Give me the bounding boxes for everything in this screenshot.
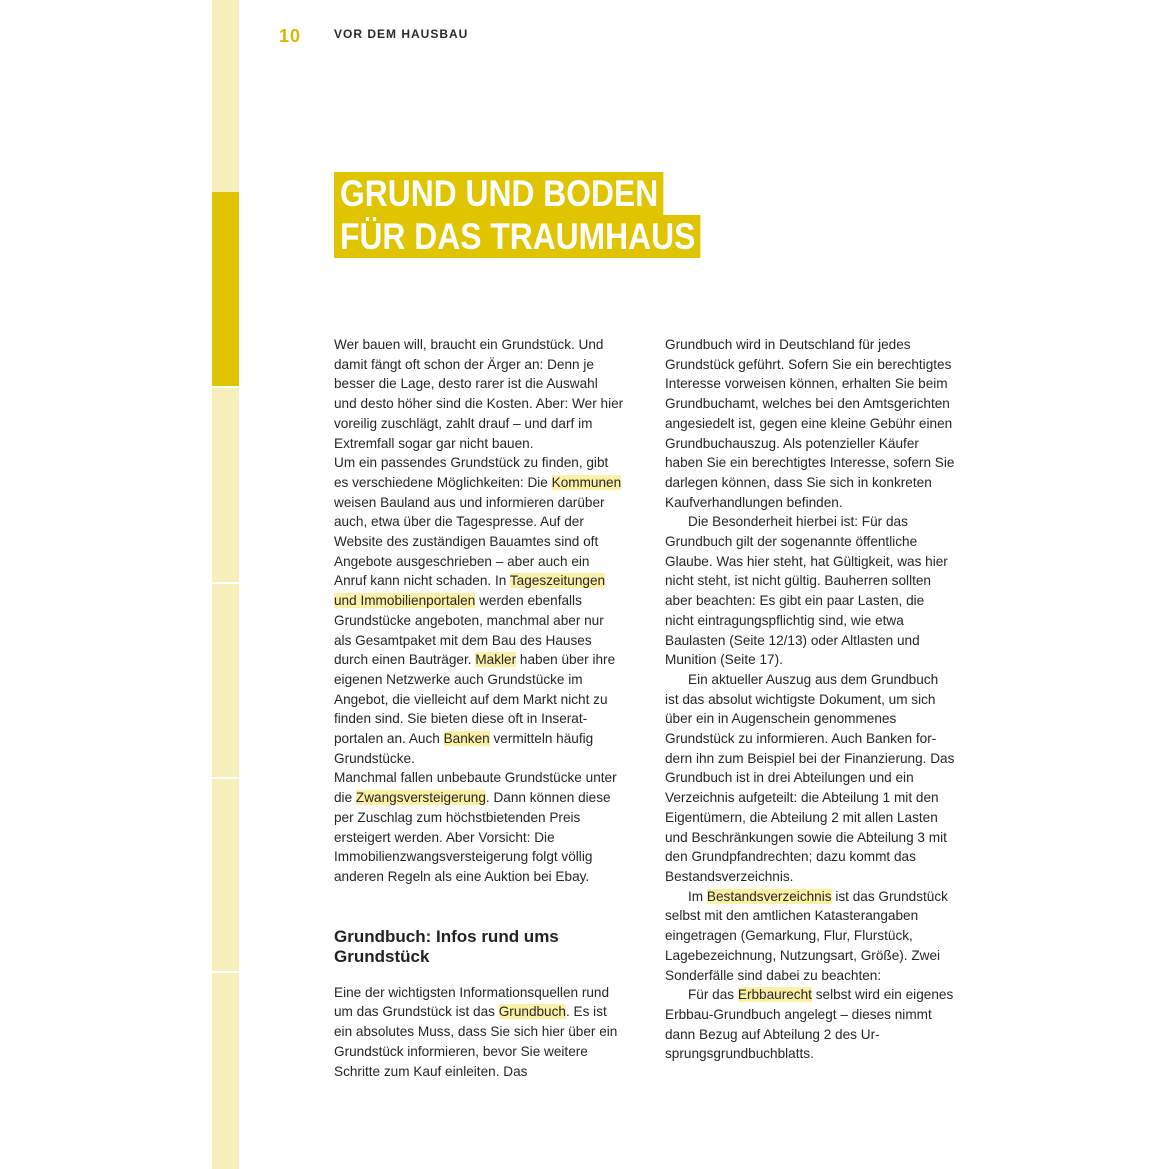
chapter-tab: [212, 388, 239, 582]
text-run: selbst wird ein eigenes Erbbau-Grundbuch angelegt – dieses nimmt dann Bezug auf Abteilung 2 des Ursprungsgrundbuchblatts.: [665, 987, 954, 1062]
paragraph: [334, 453, 624, 768]
chapter-tab: [212, 584, 239, 777]
paragraph: Ein aktueller Auszug aus dem Grundbuch ist das absolut wichtigste Dokument, um sich über ein in Augenschein genommenes Grundstück zu informieren. Auch Banken fordern ihn zum Beispiel bei der Finanzierung. Das Grundbuch ist in drei Abteilungen und ein Verzeichnis aufgeteilt: die Abteilung 1 mit den Eigentümern, die Abteilung 2 mit allen Lasten und Beschränkungen sowie die Abteilung 3 mit den Grundpfandrechten; dazu kommt das Bestandsverzeichnis.: [665, 671, 955, 884]
text-column-left: [334, 335, 624, 1081]
highlighted-term: Zwangsversteigerung: [355, 790, 486, 806]
highlighted-term: Tageszeitungen und Immobilienportalen: [334, 573, 606, 609]
title-line-2: FÜR DAS TRAUMHAUS: [334, 215, 700, 258]
text-run: Im: [688, 888, 707, 904]
section-running-head: VOR DEM HAUSBAU: [334, 27, 469, 41]
paragraph: Wer bauen will, braucht ein Grundstück. Und damit fängt oft schon der Ärger an: Denn je besser die Lage, desto rarer ist die Auswahl und desto höher sind die Kosten. Aber: Wer hier voreilig zuschlägt, zahlt drauf – und darf im Extremfall sogar gar nicht bauen.: [334, 337, 624, 451]
text-run: . Dann können diese per Zuschlag zum höchstbietenden Preis ersteigert werden. Aber Vorsicht: Die Immobilienzwangsversteigerung folgt völlig anderen Regeln als eine Auktion bei Ebay.: [334, 790, 611, 884]
text-run: ist das Grundstück selbst mit den amtlichen Katasterangaben eingetragen (Gemarkung, Flur, Flurstück, Lagebezeichnung, Nutzungsart, Größe). Zwei Sonderfälle sind dabei zu beachten:: [665, 888, 948, 983]
page-title: [334, 172, 760, 258]
highlighted-term: Banken: [443, 731, 490, 747]
text-run: Für das: [688, 987, 738, 1003]
highlighted-term: Erbbaurecht: [737, 987, 812, 1003]
text-run: werden ebenfalls Grundstücke angeboten, manchmal aber nur als Gesamtpaket mit dem Bau des Hauses durch einen Bauträger.: [334, 593, 604, 668]
page-number: 10: [279, 26, 302, 46]
highlighted-term: Makler: [475, 652, 517, 668]
chapter-tab: [212, 779, 239, 971]
paragraph: [665, 985, 955, 1064]
subheading: Grundbuch: Infos rund ums Grundstück: [334, 926, 559, 966]
chapter-tab-active: [212, 192, 239, 386]
title-line-1: GRUND UND BODEN: [334, 172, 663, 215]
highlighted-term: Grundbuch: [498, 1004, 566, 1020]
paragraph: Grundbuch wird in Deutschland für jedes Grundstück geführt. Sofern Sie ein berechtigtes Interesse vorweisen können, erhalten Sie beim Grundbuchamt, welches bei den Amtsgerichten angesiedelt ist, gegen eine kleine Gebühr einen Grundbuchauszug. Als potenzieller Käufer haben Sie ein berechtigtes Interesse, sofern Sie darlegen können, dass Sie sich in konkreten Kaufverhandlungen befinden.: [665, 337, 955, 510]
text-run: Um ein passendes Grundstück zu finden, gibt es verschiedene Möglichkeiten: Die: [334, 455, 609, 490]
paragraph: [334, 768, 624, 886]
text-run: Eine der wichtigsten Informationsquellen rund um das Grundstück ist das: [334, 984, 610, 1020]
text-run: . Es ist ein absolutes Muss, dass Sie sich hier über ein Grundstück informieren, bevor Sie weitere Schritte zum Kauf einleiten. Das: [334, 1004, 618, 1079]
text-run: weisen Bauland aus und informieren darüber auch, etwa über die Tagespresse. Auf der Website des zuständigen Bauamtes sind oft Angebote ausgeschrieben – aber auch ein Anruf kann nicht schaden. In: [334, 494, 605, 589]
text-run: haben über ihre eigenen Netzwerke auch Grundstücke im Angebot, die vielleicht auf dem Markt nicht zu finden sind. Sie bieten diese oft in Inseratportalen an. Auch: [334, 652, 616, 747]
chapter-tab: [212, 973, 239, 1169]
text-run: Manchmal fallen unbebaute Grundstücke unter die: [334, 770, 617, 806]
paragraph: [665, 887, 955, 986]
text-column-right: [665, 335, 955, 1064]
chapter-tab-strip: [212, 0, 239, 1169]
text-run: vermitteln häufig Grundstücke.: [334, 731, 594, 766]
paragraph: Die Besonderheit hierbei ist: Für das Grundbuch gilt der sogenannte öffentliche Glaube. Was hier steht, hat Gültigkeit, was hier nicht steht, ist nicht gültig. Bauherren sollten aber beachten: Es gibt ein paar Lasten, die nicht eintragungspflichtig sind, wie etwa Baulasten (Seite 12/13) oder Altlasten und Munition (Seite 17).: [665, 514, 948, 668]
highlighted-term: Kommunen: [551, 474, 622, 490]
paragraph: [334, 983, 624, 1082]
chapter-tab: [212, 0, 239, 192]
highlighted-term: Bestandsverzeichnis: [706, 888, 832, 904]
